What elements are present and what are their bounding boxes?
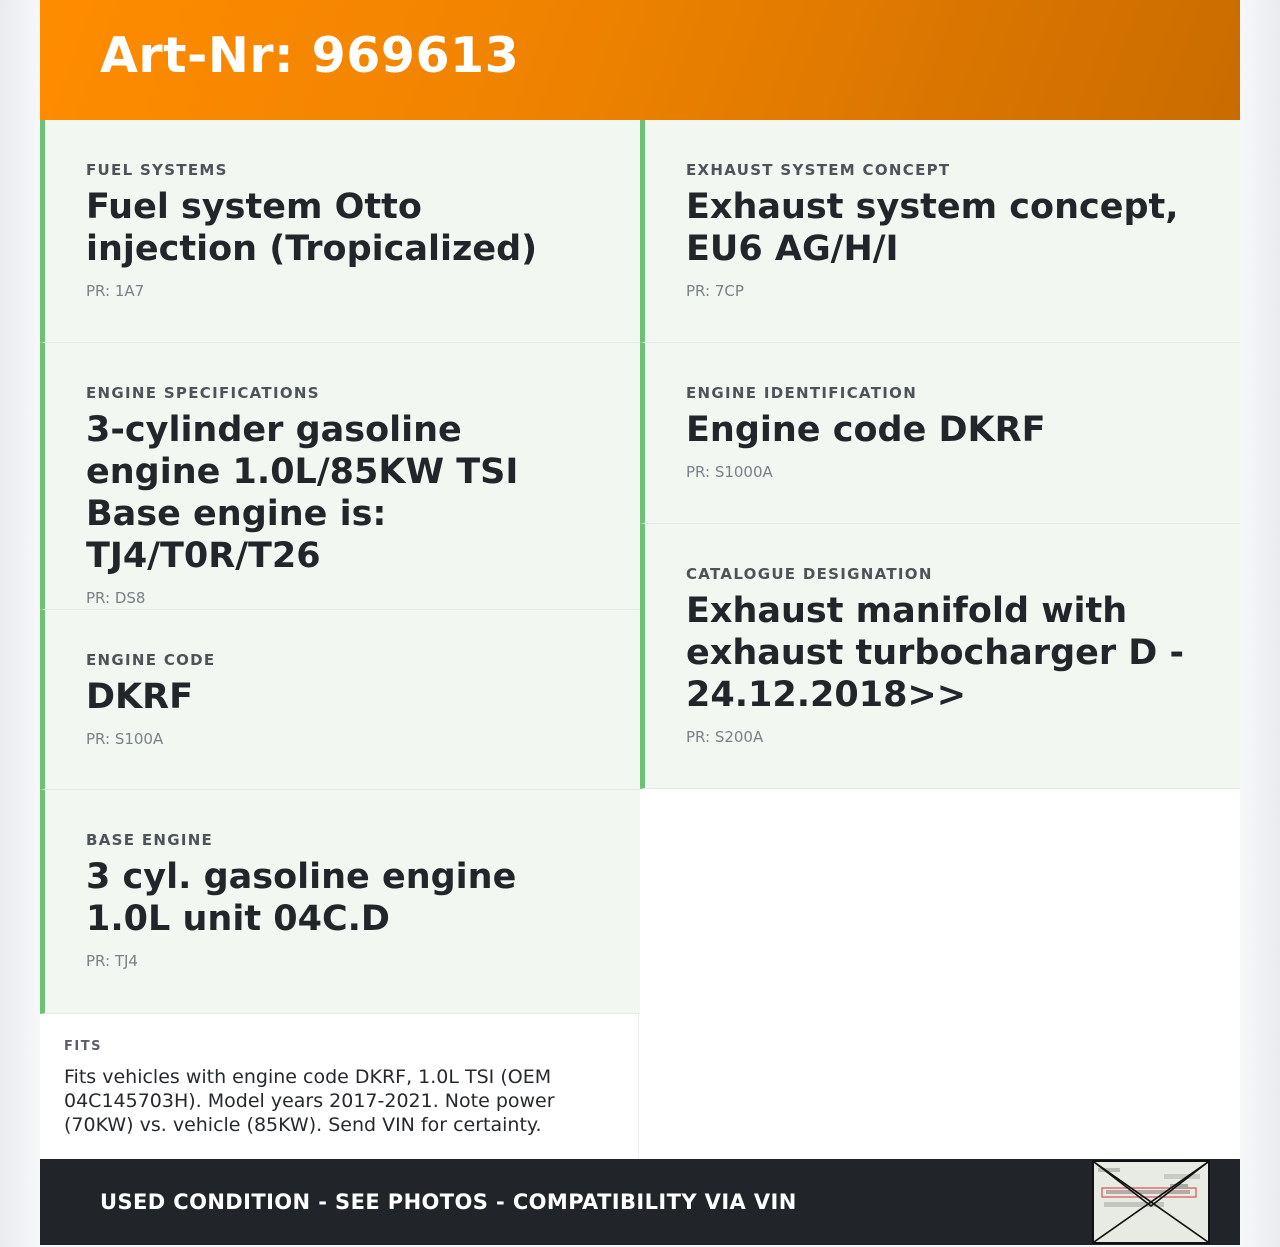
spec-label: CATALOGUE DESIGNATION [686,565,933,583]
spec-label: FUEL SYSTEMS [86,161,228,179]
spec-value: 3 cyl. gasoline engine 1.0L unit 04C.D [86,857,517,939]
left-column [40,120,640,1014]
spec-value: Exhaust manifold with exhaust turbocharger D - 24.12.2018>> [686,591,1185,715]
spec-value: DKRF [86,677,194,717]
spec-card-exhaust-system-concept [640,120,1240,343]
spec-pr-code: PR: S200A [686,728,764,746]
spec-label: BASE ENGINE [86,831,214,849]
spec-pr-code: PR: DS8 [86,589,146,607]
fits-section [40,1014,639,1159]
spec-value: Engine code DKRF [686,410,1046,450]
spec-label: ENGINE IDENTIFICATION [686,384,918,402]
spec-label: ENGINE CODE [86,651,216,669]
spec-pr-code: PR: 1A7 [86,282,145,300]
spec-value: 3-cylinder gasoline engine 1.0L/85KW TSI Base engine is: TJ4/T0R/T26 [86,410,519,576]
footer-text: USED CONDITION - SEE PHOTOS - COMPATIBILITY VIA VIN [100,1190,797,1214]
crossed-vehicle-label-photo-icon [1092,1160,1210,1244]
spec-card-base-engine [40,790,640,1014]
spec-pr-code: PR: S1000A [686,463,773,481]
spec-card-engine-code [40,610,640,790]
spec-card-fuel-systems [40,120,640,343]
spec-pr-code: PR: 7CP [686,282,744,300]
spec-label: ENGINE SPECIFICATIONS [86,384,320,402]
spec-pr-code: PR: S100A [86,730,164,748]
spec-value: Fuel system Otto injection (Tropicalized) [86,187,538,269]
spec-label: EXHAUST SYSTEM CONCEPT [686,161,951,179]
article-number-title: Art-Nr: 969613 [100,27,520,84]
spec-card-engine-identification [640,343,1240,524]
spec-sheet [40,0,1240,1245]
footer-bar [40,1159,1240,1245]
spec-pr-code: PR: TJ4 [86,952,138,970]
spec-card-engine-specifications [40,343,640,610]
spec-value: Exhaust system concept, EU6 AG/H/I [686,187,1179,269]
right-column [640,120,1240,789]
fits-text: Fits vehicles with engine code DKRF, 1.0L TSI (OEM 04C145703H). Model years 2017-2021. Note power (70KW) vs. vehicle (85KW). Send VIN for certainty. [64,1066,555,1136]
spec-card-catalogue-designation [640,524,1240,789]
fits-label: FITS [64,1039,102,1054]
header-banner [40,0,1240,120]
